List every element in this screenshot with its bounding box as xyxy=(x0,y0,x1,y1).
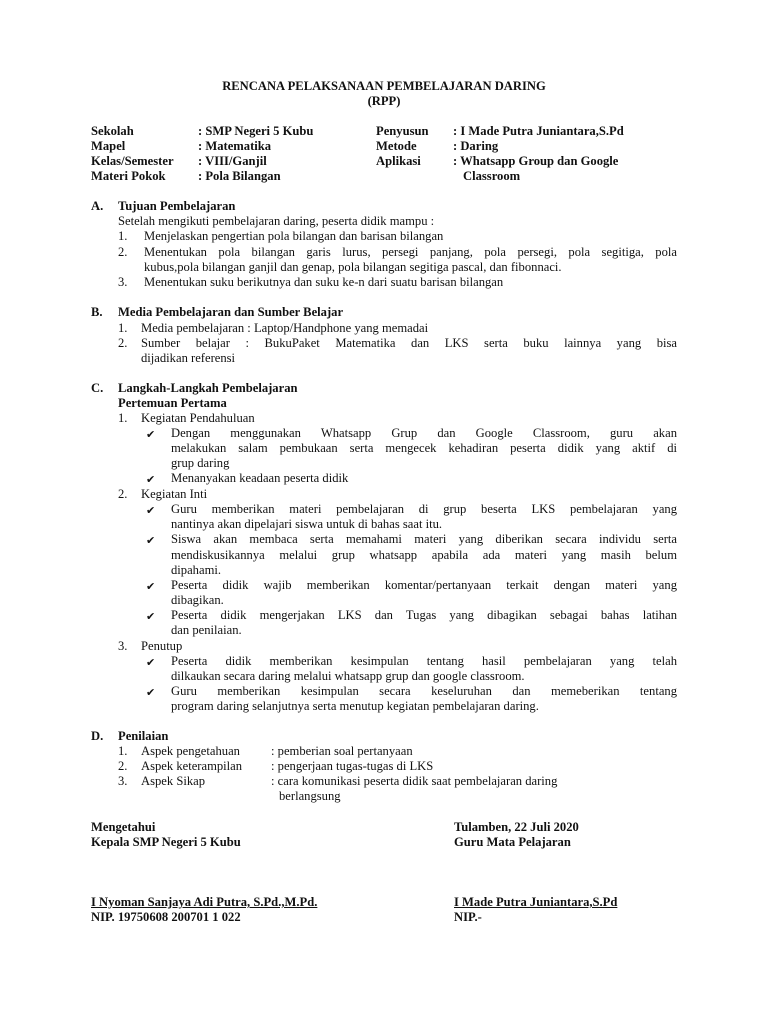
identity-value: : Daring xyxy=(453,139,499,153)
identity-value: : Pola Bilangan xyxy=(198,169,281,183)
list-number: 2. xyxy=(118,336,128,350)
document-subtitle: (RPP) xyxy=(367,94,401,108)
section-letter: B. xyxy=(91,305,103,319)
identity-label: Penyusun xyxy=(376,124,429,138)
step-number: 3. xyxy=(118,639,128,653)
step-item: dibagikan. xyxy=(171,593,224,607)
section-letter: C. xyxy=(91,381,104,395)
step-item: Dengan menggunakan Whatsapp Grup dan Google Classroom, guru akan xyxy=(171,426,677,440)
step-item: melakukan salam pembukaan serta mengecek kehadiran peserta didik yang aktif di xyxy=(171,441,677,455)
section-subtitle: Pertemuan Pertama xyxy=(118,396,227,410)
step-item: Siswa akan membaca serta memahami materi yang diberikan secara individu serta xyxy=(171,532,677,546)
checkmark-icon: ✔ xyxy=(146,580,156,593)
step-item: Peserta didik memberikan kesimpulan tentang hasil pembelajaran yang telah xyxy=(171,654,677,668)
step-item: nantinya akan dipelajari siswa untuk di bahas saat itu. xyxy=(171,517,443,531)
checkmark-icon: ✔ xyxy=(146,656,156,669)
identity-value: : Whatsapp Group dan Google xyxy=(453,154,619,168)
list-item: kubus,pola bilangan ganjil dan genap, pola bilangan segitiga pascal, dan fibonnaci. xyxy=(144,260,562,274)
section-letter: D. xyxy=(91,729,104,743)
list-number: 2. xyxy=(118,245,128,259)
section-title: Media Pembelajaran dan Sumber Belajar xyxy=(118,305,344,319)
identity-label: Metode xyxy=(376,139,417,153)
step-item: Peserta didik wajib memberikan komentar/pertanyaan terkait dengan materi yang xyxy=(171,578,677,592)
checkmark-icon: ✔ xyxy=(146,428,156,441)
document-title: RENCANA PELAKSANAAN PEMBELAJARAN DARING xyxy=(222,79,546,93)
checkmark-icon: ✔ xyxy=(146,534,156,547)
section-title: Penilaian xyxy=(118,729,169,743)
assessment-aspect: Aspek keterampilan xyxy=(141,759,243,773)
identity-label: Aplikasi xyxy=(376,154,421,168)
step-item: grup daring xyxy=(171,456,230,470)
step-item: Guru memberikan kesimpulan secara keseluruhan dan memeberikan tentang xyxy=(171,684,677,698)
identity-label: Sekolah xyxy=(91,124,134,138)
section-title: Langkah-Langkah Pembelajaran xyxy=(118,381,298,395)
signatory-nip: NIP. 19750608 200701 1 022 xyxy=(91,910,241,924)
identity-value: : SMP Negeri 5 Kubu xyxy=(198,124,314,138)
list-number: 3. xyxy=(118,774,128,788)
step-item: Peserta didik mengerjakan LKS dan Tugas yang dibagikan sebagai bahas latihan xyxy=(171,608,677,622)
signatory-nip: NIP.- xyxy=(454,910,482,924)
list-item: Media pembelajaran : Laptop/Handphone yang memadai xyxy=(141,321,429,335)
checkmark-icon: ✔ xyxy=(146,610,156,623)
signatory-name: I Nyoman Sanjaya Adi Putra, S.Pd.,M.Pd. xyxy=(91,895,318,909)
assessment-value: : cara komunikasi peserta didik saat pembelajaran daring xyxy=(271,774,558,788)
section-intro: Setelah mengikuti pembelajaran daring, peserta didik mampu : xyxy=(118,214,435,228)
list-number: 1. xyxy=(118,321,128,335)
identity-value: : VIII/Ganjil xyxy=(198,154,267,168)
identity-value: Classroom xyxy=(463,169,521,183)
checkmark-icon: ✔ xyxy=(146,473,156,486)
assessment-value: berlangsung xyxy=(279,789,341,803)
identity-label: Mapel xyxy=(91,139,126,153)
list-number: 2. xyxy=(118,759,128,773)
step-number: 2. xyxy=(118,487,128,501)
identity-label: Materi Pokok xyxy=(91,169,166,183)
list-item: Menjelaskan pengertian pola bilangan dan barisan bilangan xyxy=(144,229,444,243)
signature-date: Tulamben, 22 Juli 2020 xyxy=(454,820,579,834)
list-number: 1. xyxy=(118,744,128,758)
section-title: Tujuan Pembelajaran xyxy=(118,199,236,213)
identity-label: Kelas/Semester xyxy=(91,154,174,168)
step-number: 1. xyxy=(118,411,128,425)
list-item: dijadikan referensi xyxy=(141,351,236,365)
step-item: dilkaukan secara daring melalui whatsapp grup dan google classroom. xyxy=(171,669,525,683)
signature-heading: Guru Mata Pelajaran xyxy=(454,835,571,849)
section-letter: A. xyxy=(91,199,104,213)
step-label: Kegiatan Pendahuluan xyxy=(141,411,255,425)
assessment-aspect: Aspek pengetahuan xyxy=(141,744,240,758)
list-item: Menentukan pola bilangan garis lurus, persegi panjang, pola persegi, pola segitiga, pola xyxy=(144,245,677,259)
step-item: Guru memberikan materi pembelajaran di grup beserta LKS pembelajaran yang xyxy=(171,502,677,516)
step-item: Menanyakan keadaan peserta didik xyxy=(171,471,349,485)
step-item: dipahami. xyxy=(171,563,222,577)
list-item: Menentukan suku berikutnya dan suku ke-n dari suatu barisan bilangan xyxy=(144,275,504,289)
signature-heading: Mengetahui xyxy=(91,820,156,834)
step-item: program daring selanjutnya serta menutup kegiatan pembelajaran daring. xyxy=(171,699,539,713)
assessment-aspect: Aspek Sikap xyxy=(141,774,206,788)
step-label: Kegiatan Inti xyxy=(141,487,208,501)
assessment-value: : pengerjaan tugas-tugas di LKS xyxy=(271,759,434,773)
signatory-name: I Made Putra Juniantara,S.Pd xyxy=(454,895,618,909)
checkmark-icon: ✔ xyxy=(146,686,156,699)
signature-heading: Kepala SMP Negeri 5 Kubu xyxy=(91,835,241,849)
list-number: 1. xyxy=(118,229,128,243)
step-item: mendiskusikannya melalui grup whatsapp apabila ada materi yang masih belum xyxy=(171,548,677,562)
step-label: Penutup xyxy=(141,639,183,653)
list-item: Sumber belajar : BukuPaket Matematika dan LKS serta buku lainnya yang bisa xyxy=(141,336,677,350)
identity-value: : Matematika xyxy=(198,139,272,153)
list-number: 3. xyxy=(118,275,128,289)
assessment-value: : pemberian soal pertanyaan xyxy=(271,744,413,758)
checkmark-icon: ✔ xyxy=(146,504,156,517)
identity-value: : I Made Putra Juniantara,S.Pd xyxy=(453,124,624,138)
step-item: dan penilaian. xyxy=(171,623,242,637)
